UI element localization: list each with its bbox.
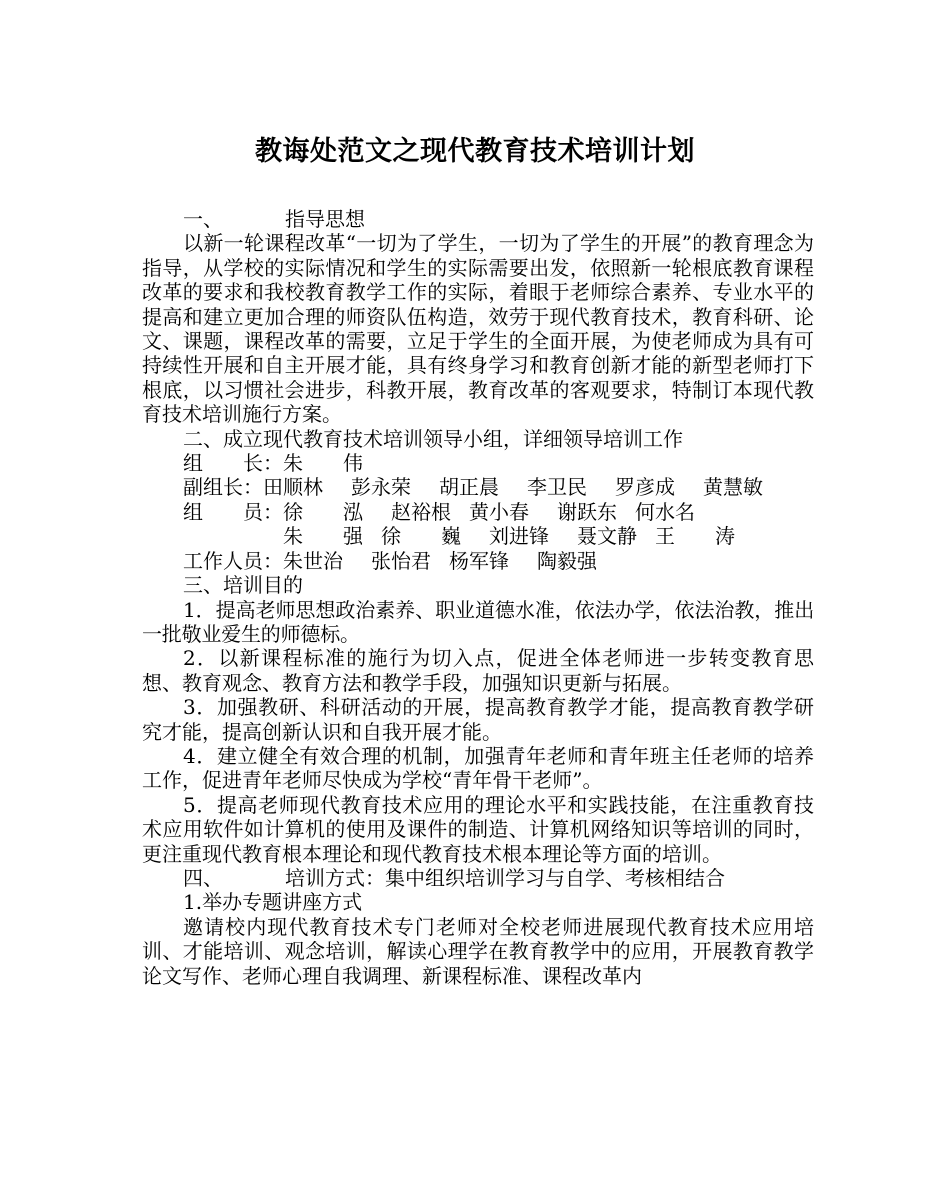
vice-name: 田顺林 — [263, 475, 323, 500]
member-name: 赵裕根 — [391, 499, 451, 524]
document-body — [142, 207, 814, 988]
vice-name: 罗彦成 — [615, 475, 675, 500]
leader-label: 组 长： — [183, 451, 283, 476]
goal-item: 2．以新课程标准的施行为切入点，促进全体老师进一步转变教育思想、教育观念、教育方法和教学手段，加强知识更新与拓展。 — [142, 646, 814, 695]
section-1-heading — [142, 207, 814, 231]
member-name: 聂文静 — [577, 524, 637, 549]
member-name: 徐 巍 — [381, 524, 461, 549]
member-name: 徐 泓 — [283, 499, 363, 524]
goal-item: 3．加强教研、科研活动的开展，提高教育教学才能，提高教育教学研究才能，提高创新认识和自我开展才能。 — [142, 695, 814, 744]
section-4-subheading: 1.举办专题讲座方式 — [183, 890, 363, 915]
vice-name: 黄慧敏 — [703, 475, 763, 500]
vice-name: 李卫民 — [527, 475, 587, 500]
vice-name: 胡正晨 — [439, 475, 499, 500]
vice-leader-line — [142, 475, 814, 499]
goal-item: 4．建立健全有效合理的机制，加强青年老师和青年班主任老师的培养工作，促进青年老师尽快成为学校“青年骨干老师”。 — [142, 743, 814, 793]
member-name: 谢跃东 — [557, 499, 617, 524]
section-3-heading: 三、培训目的 — [183, 573, 303, 598]
staff-name: 陶毅强 — [537, 548, 597, 573]
staff-name: 朱世治 — [283, 548, 343, 573]
staff-label: 工作人员： — [183, 548, 283, 573]
members-line-2 — [142, 524, 814, 548]
staff-name: 张怡君 — [371, 548, 431, 573]
section-1-title: 指导思想 — [285, 207, 365, 231]
member-name: 黄小春 — [469, 499, 529, 524]
staff-name: 杨军锋 — [449, 548, 509, 573]
leader-line — [142, 451, 814, 475]
leader-name: 朱 伟 — [283, 451, 363, 476]
member-name: 刘进锋 — [489, 524, 549, 549]
staff-line — [142, 549, 814, 573]
goal-item: 1．提高老师思想政治素养、职业道德水准，依法办学，依法治教，推出一批敬业爱生的师德标。 — [142, 597, 814, 646]
member-name: 王 涛 — [655, 524, 735, 549]
member-name: 何水名 — [635, 499, 695, 524]
section-4-title: 培训方式：集中组织培训学习与自学、考核相结合 — [285, 865, 725, 890]
section-4-paragraph: 邀请校内现代教育技术专门老师对全校老师进展现代教育技术应用培训、才能培训、观念培训，解读心理学在教育教学中的应用，开展教育教学论文写作、老师心理自我调理、新课程标准、课程改革内 — [142, 914, 814, 988]
document-title: 教诲处范文之现代教育技术培训计划 — [255, 136, 695, 167]
goal-item: 5．提高老师现代教育技术应用的理论水平和实践技能，在注重教育技术应用软件如计算机的使用及课件的制造、计算机网络知识等培训的同时，更注重现代教育根本理论和现代教育技术根本理论等方面的培训。 — [142, 792, 814, 866]
members-line-1 — [142, 500, 814, 524]
section-1-number: 一、 — [183, 207, 223, 231]
section-4-heading — [142, 866, 814, 890]
section-4-number: 四、 — [183, 865, 223, 890]
member-label: 组 员： — [183, 499, 283, 524]
section-2-heading: 二、成立现代教育技术培训领导小组，详细领导培训工作 — [183, 426, 683, 451]
vice-name: 彭永荣 — [351, 475, 411, 500]
section-1-paragraph: 以新一轮课程改革“一切为了学生，一切为了学生的开展”的教育理念为指导，从学校的实际情况和学生的实际需要出发，依照新一轮根底教育课程改革的要求和我校教育教学工作的实际，着眼于老师综合素养、专业水平的提高和建立更加合理的师资队伍构造，效劳于现代教育技术，教育科研、论文、课题，课程改革的需要，立足于学生的全面开展，为使老师成为具有可持续性开展和自主开展才能，具有终身学习和教育创新才能的新型老师打下根底，以习惯社会进步，科教开展，教育改革的客观要求，特制订本现代教育技术培训施行方案。 — [142, 231, 814, 427]
vice-label: 副组长： — [183, 475, 263, 500]
member-name: 朱 强 — [283, 524, 363, 549]
